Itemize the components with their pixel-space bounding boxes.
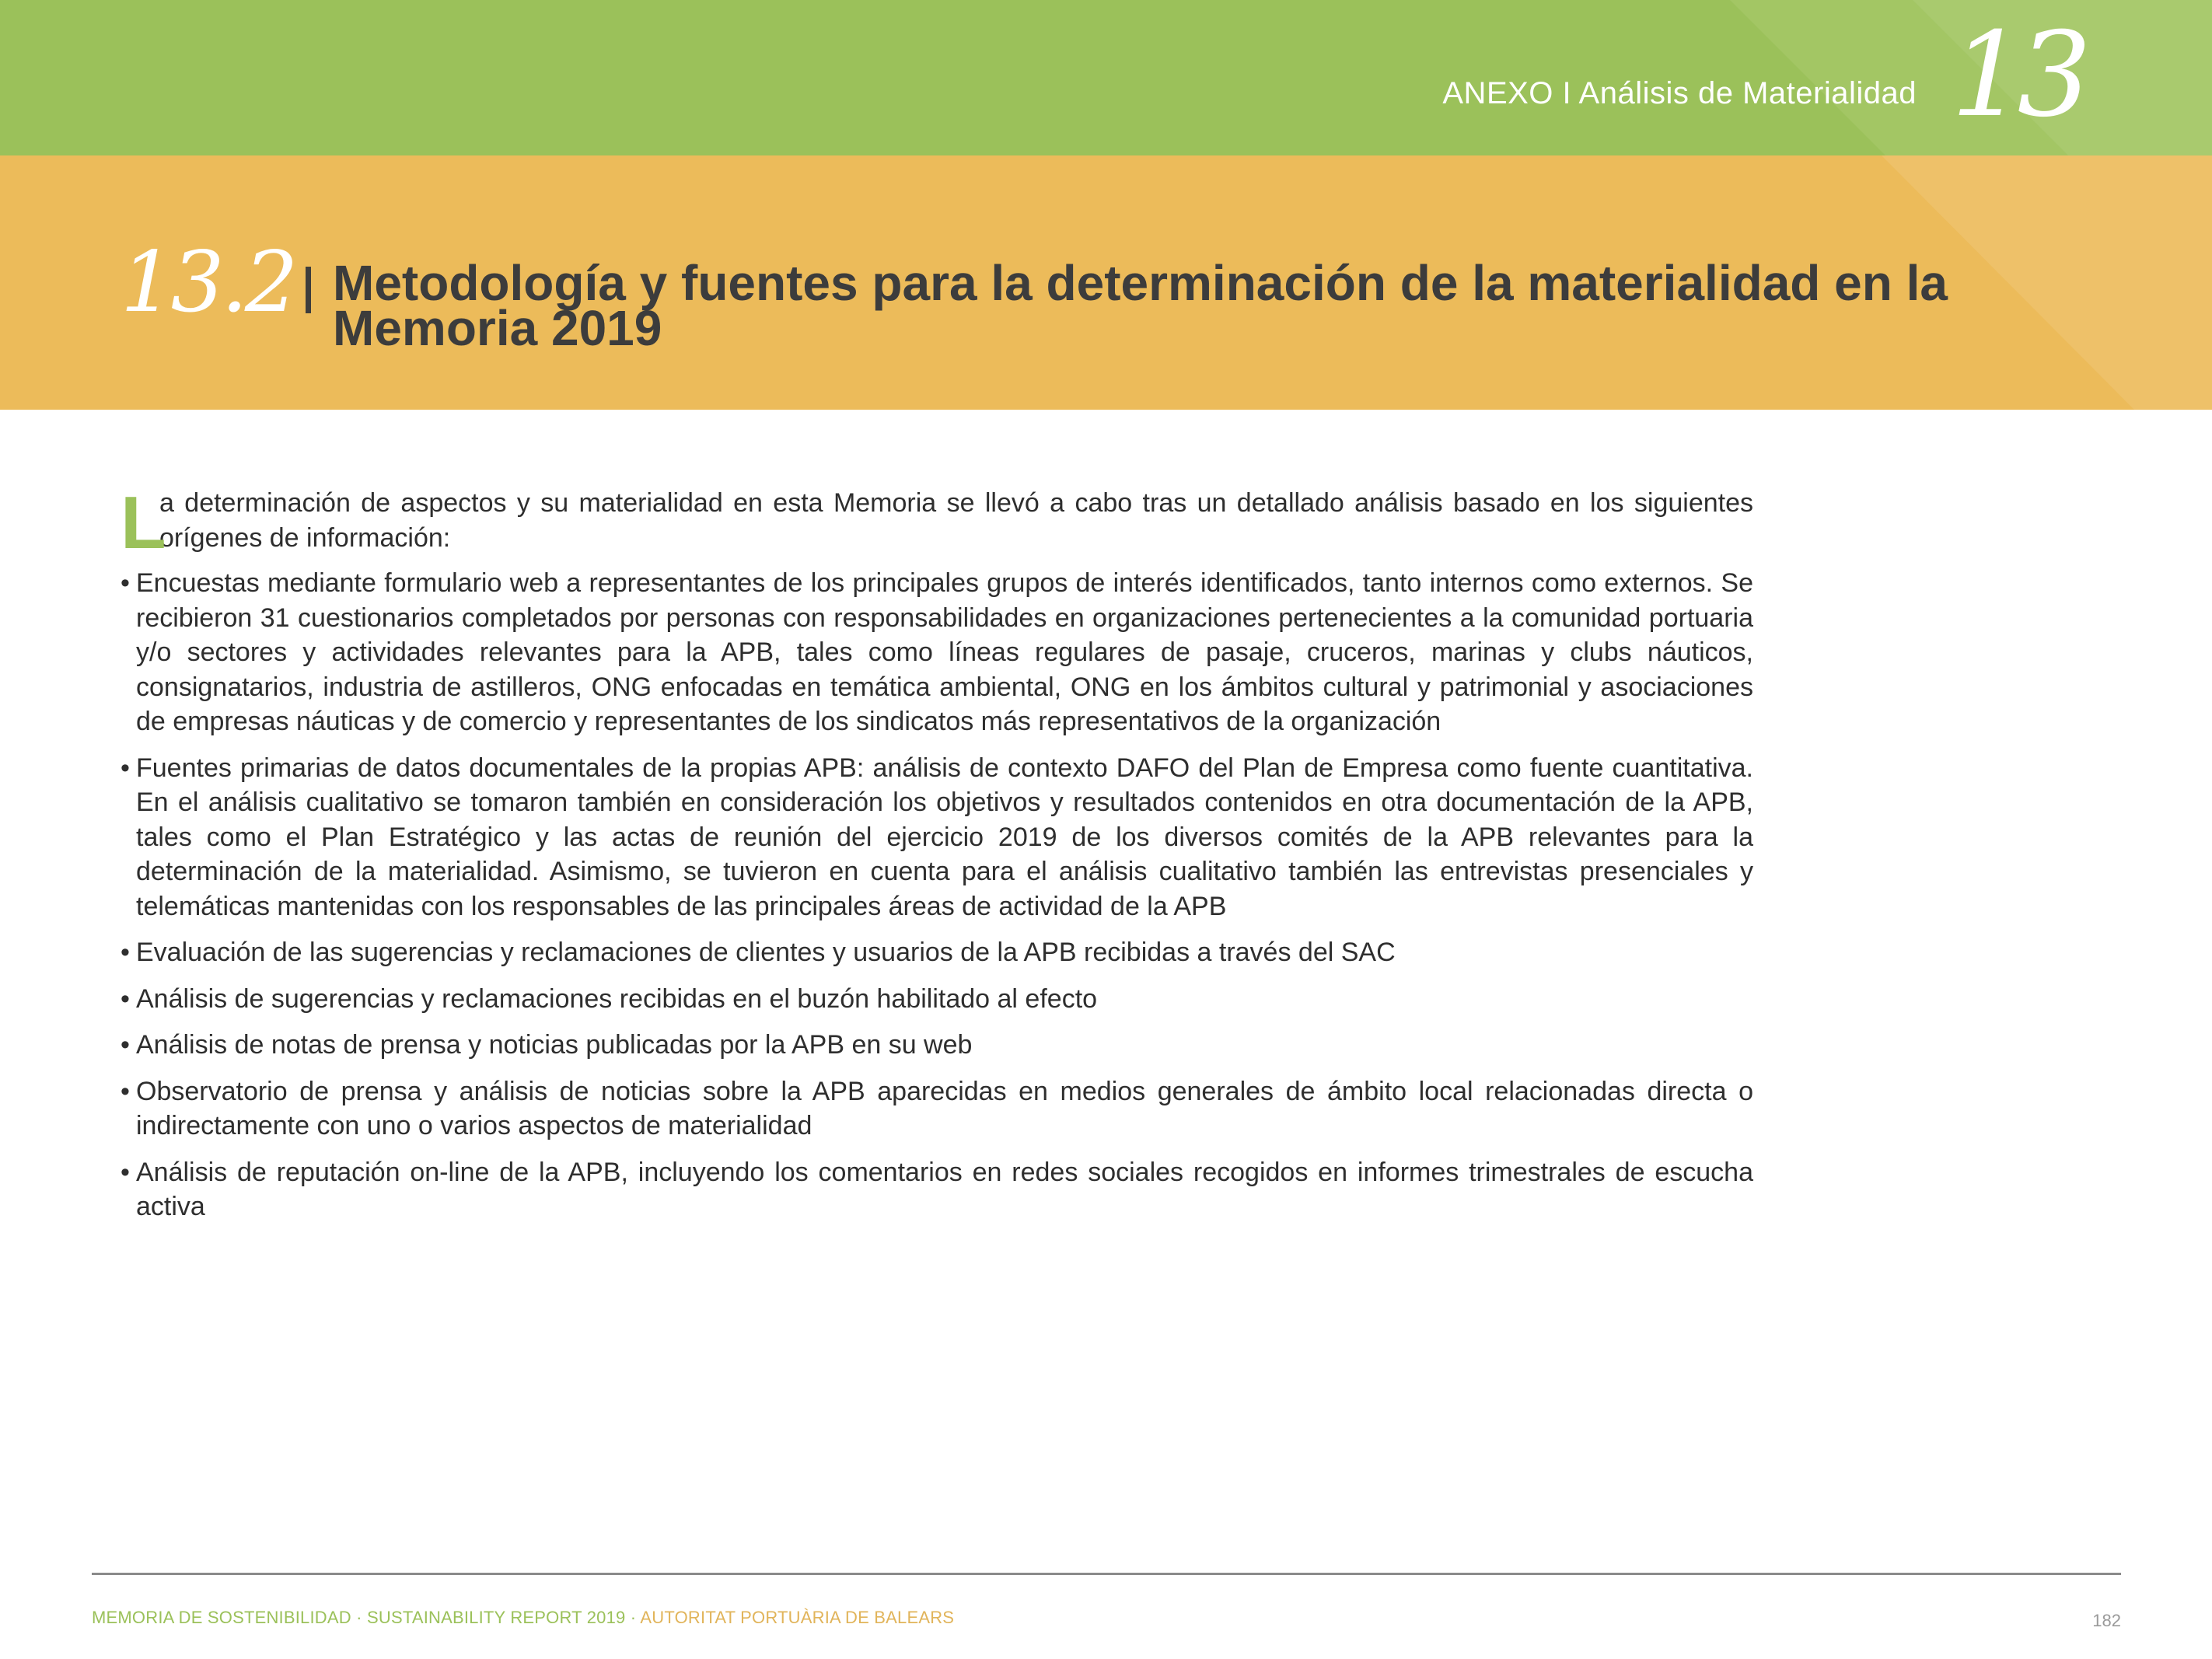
footer-report-name: MEMORIA DE SOSTENIBILIDAD · SUSTAINABILITY REPORT 2019 · <box>92 1608 641 1627</box>
list-item: • Observatorio de prensa y análisis de noticias sobre la APB aparecidas en medios generales de ámbito local relacionadas directa o indirectamente con uno o varios aspectos de materialidad <box>121 1074 1753 1144</box>
footer-divider <box>92 1573 2121 1575</box>
sources-list <box>121 566 1753 1224</box>
intro-paragraph <box>121 481 1753 564</box>
list-item: • Análisis de sugerencias y reclamaciones recibidas en el buzón habilitado al efecto <box>121 982 1753 1017</box>
chapter-header <box>0 0 2212 155</box>
list-item: • Análisis de notas de prensa y noticias publicadas por la APB en su web <box>121 1028 1753 1063</box>
list-item: • Fuentes primarias de datos documentales de la propias APB: análisis de contexto DAFO del Plan de Empresa como fuente cuantitativa. En el análisis cualitativo se tomaron también en consideración los objetivos y resultados contenidos en otra documentación de la APB, tales como el Plan Estratégico y las actas de reunión del ejercicio 2019 de los diversos comités de la APB relevantes para la determinación de la materialidad. Asimismo, se tuvieron en cuenta para el análisis cualitativo también las entrevistas presenciales y telemáticas mantenidas con los responsables de las principales áreas de actividad de la APB <box>121 751 1753 924</box>
list-item: • Análisis de reputación on-line de la APB, incluyendo los comentarios en redes sociales recogidos en informes trimestrales de escucha activa <box>121 1155 1753 1224</box>
section-number: 13.2 <box>121 234 295 331</box>
list-item: • Encuestas mediante formulario web a representantes de los principales grupos de interés identificados, tanto internos como externos. Se recibieron 31 cuestionarios completados por personas con responsabilidades en organizaciones pertenecientes a la comunidad portuaria y/o sectores y actividades relevantes para la APB, tales como líneas regulares de pasaje, cruceros, marinas y clubs náuticos, consignatarios, industria de astilleros, ONG enfocadas en temática ambiental, ONG en los ámbitos cultural y patrimonial y asociaciones de empresas náuticas y de comercio y representantes de los sindicatos más representativos de la organización <box>121 566 1753 739</box>
section-title: Metodología y fuentes para la determinación de la materialidad en la Memoria 2019 <box>333 255 1948 356</box>
footer-report-title <box>92 1608 954 1628</box>
section-title-band <box>0 155 2212 410</box>
chapter-label: ANEXO I Análisis de Materialidad <box>1442 76 1917 110</box>
list-item: • Evaluación de las sugerencias y reclamaciones de clientes y usuarios de la APB recibidas a través del SAC <box>121 935 1753 970</box>
intro-text: a determinación de aspectos y su materialidad en esta Memoria se llevó a cabo tras un detallado análisis basado en los siguientes orígenes de información: <box>159 488 1753 553</box>
footer-organization: AUTORITAT PORTUÀRIA DE BALEARS <box>640 1608 955 1627</box>
body-content <box>121 481 1753 1236</box>
dropcap-letter: L <box>121 481 166 564</box>
page-number: 182 <box>2092 1611 2121 1630</box>
chapter-number: 13 <box>1951 8 2084 143</box>
section-divider <box>306 267 311 313</box>
